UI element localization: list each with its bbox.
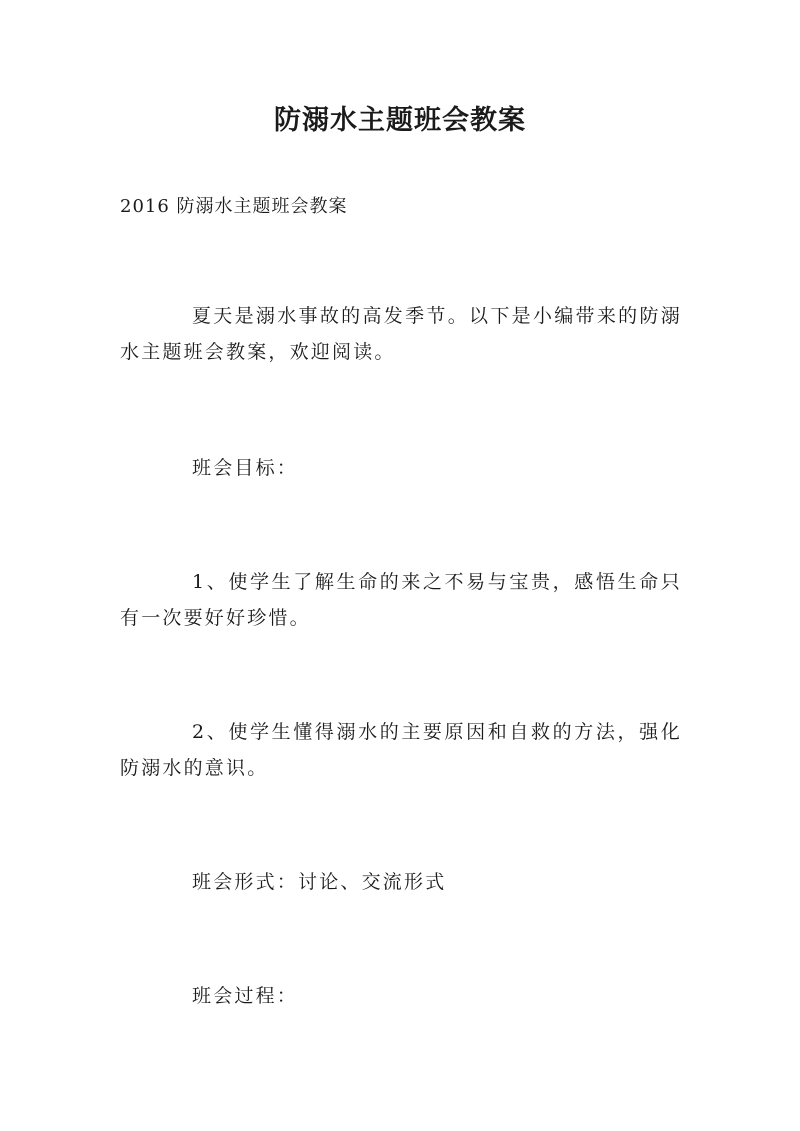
process-heading: 班会过程：	[192, 985, 299, 1007]
form-paragraph: 班会形式：讨论、交流形式	[192, 871, 447, 893]
intro-paragraph: 夏天是溺水事故的高发季节。以下是小编带来的防溺水主题班会教案，欢迎阅读。	[120, 305, 682, 363]
goal-item-2: 2、使学生懂得溺水的主要原因和自救的方法，强化防溺水的意识。	[120, 721, 682, 779]
goal-item-1: 1、使学生了解生命的来之不易与宝贵，感悟生命只有一次要好好珍惜。	[120, 571, 682, 629]
goal-heading: 班会目标：	[192, 457, 299, 479]
document-subtitle: 2016 防溺水主题班会教案	[120, 196, 348, 217]
document-title: 防溺水主题班会教案	[274, 105, 526, 136]
